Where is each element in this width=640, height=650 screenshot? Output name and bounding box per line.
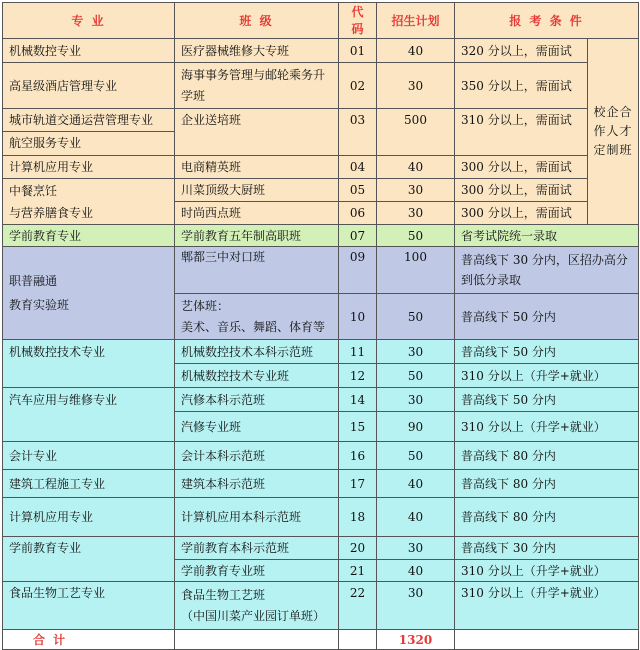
major-line-2: 与营养膳食专业 <box>9 205 94 220</box>
quota-cell: 50 <box>377 442 455 470</box>
class-cell: 郫都三中对口班 <box>175 247 339 294</box>
quota-cell: 50 <box>377 294 455 340</box>
major-line-1: 职普融通 <box>9 274 58 288</box>
major-line-2: 航空服务专业 <box>9 136 82 150</box>
code-cell: 05 <box>339 179 377 202</box>
major-cell: 计算机应用专业 <box>3 498 175 537</box>
code-cell: 12 <box>339 364 377 388</box>
code-cell: 18 <box>339 498 377 537</box>
code-cell: 06 <box>339 202 377 225</box>
code-cell: 02 <box>339 63 377 109</box>
code-cell: 03 <box>339 109 377 156</box>
table-row <box>3 179 639 202</box>
table-row <box>3 388 639 412</box>
quota-cell: 30 <box>377 388 455 412</box>
quota-cell: 30 <box>377 537 455 560</box>
class-cell: 学前教育本科示范班 <box>175 537 339 560</box>
quota-cell: 50 <box>377 364 455 388</box>
code-cell: 14 <box>339 388 377 412</box>
major-cell: 会计专业 <box>3 442 175 470</box>
class-cell: 汽修专业班 <box>175 412 339 442</box>
major-cell <box>3 109 175 156</box>
total-empty-cell <box>175 630 339 650</box>
quota-cell: 30 <box>377 582 455 630</box>
header-major: 专 业 <box>3 3 175 39</box>
requirement-cell: 普高线下 50 分内 <box>455 294 639 340</box>
quota-cell: 30 <box>377 179 455 202</box>
class-cell <box>175 294 339 340</box>
header-row <box>3 3 639 39</box>
table-row <box>3 537 639 560</box>
table-row <box>3 225 639 247</box>
requirement-cell: 普高线下 80 分内 <box>455 498 639 537</box>
table-row <box>3 582 639 630</box>
major-cell: 学前教育专业 <box>3 225 175 247</box>
quota-cell: 500 <box>377 109 455 156</box>
major-line-1: 中餐烹饪 <box>9 183 58 198</box>
code-cell: 16 <box>339 442 377 470</box>
enrollment-table-container <box>2 2 638 647</box>
code-cell: 01 <box>339 39 377 63</box>
header-class: 班 级 <box>175 3 339 39</box>
major-line-1: 城市轨道交通运营管理专业 <box>3 109 174 132</box>
table-row <box>3 109 639 156</box>
requirement-cell: 310 分以上（升学+就业） <box>455 582 639 630</box>
code-cell: 17 <box>339 470 377 498</box>
requirement-cell: 310 分以上（升学+就业） <box>455 412 639 442</box>
requirement-cell: 300 分以上，需面试 <box>455 179 588 202</box>
requirement-cell: 省考试院统一录取 <box>455 225 639 247</box>
quota-cell: 30 <box>377 340 455 364</box>
class-cell: 川菜顶级大厨班 <box>175 179 339 202</box>
total-quota: 1320 <box>377 630 455 650</box>
class-cell: 机械数控技术专业班 <box>175 364 339 388</box>
quota-cell: 50 <box>377 225 455 247</box>
requirement-cell: 普高线下 50 分内 <box>455 388 639 412</box>
table-row <box>3 442 639 470</box>
table-row <box>3 340 639 364</box>
major-cell: 计算机应用专业 <box>3 156 175 179</box>
requirement-cell: 普高线下 30 分内，区招办高分到低分录取 <box>455 247 639 294</box>
class-cell: 时尚西点班 <box>175 202 339 225</box>
quota-cell: 40 <box>377 498 455 537</box>
major-cell <box>3 179 175 225</box>
class-cell: 学前教育专业班 <box>175 560 339 582</box>
code-cell: 11 <box>339 340 377 364</box>
major-cell: 机械数控专业 <box>3 39 175 63</box>
major-cell: 食品生物工艺专业 <box>3 582 175 630</box>
quota-cell: 40 <box>377 156 455 179</box>
class-cell: 学前教育五年制高职班 <box>175 225 339 247</box>
total-empty-cell <box>339 630 377 650</box>
class-cell <box>175 582 339 630</box>
total-label: 合 计 <box>3 630 175 650</box>
table-row <box>3 498 639 537</box>
table-row <box>3 156 639 179</box>
major-cell: 建筑工程施工专业 <box>3 470 175 498</box>
header-quota: 招生计划 <box>377 3 455 39</box>
requirement-cell: 310 分以上（升学+就业） <box>455 560 639 582</box>
quota-cell: 30 <box>377 202 455 225</box>
header-requirement: 报 考 条 件 <box>455 3 639 39</box>
table-row <box>3 247 639 294</box>
requirement-cell: 310 分以上，需面试 <box>455 109 588 156</box>
table-row <box>3 39 639 63</box>
class-cell: 会计本科示范班 <box>175 442 339 470</box>
class-line-1: 艺体班： <box>181 298 230 313</box>
major-line-2: 教育实验班 <box>9 298 70 312</box>
header-code: 代码 <box>339 3 377 39</box>
quota-cell: 90 <box>377 412 455 442</box>
class-line-2: （中国川菜产业园订单班） <box>181 609 326 623</box>
requirement-cell: 310 分以上（升学+就业） <box>455 364 639 388</box>
class-cell: 海事事务管理与邮轮乘务升学班 <box>175 63 339 109</box>
major-cell: 机械数控技术专业 <box>3 340 175 388</box>
major-cell: 汽车应用与维修专业 <box>3 388 175 442</box>
code-cell: 20 <box>339 537 377 560</box>
quota-cell: 40 <box>377 470 455 498</box>
total-row <box>3 630 639 650</box>
major-cell: 学前教育专业 <box>3 537 175 582</box>
class-line-2: 美术、音乐、舞蹈、体育等 <box>181 319 326 334</box>
quota-cell: 30 <box>377 63 455 109</box>
table-row <box>3 470 639 498</box>
code-cell: 07 <box>339 225 377 247</box>
class-cell: 医疗器械维修大专班 <box>175 39 339 63</box>
requirement-cell: 普高线下 80 分内 <box>455 470 639 498</box>
cooperation-note: 校企合作人才定制班 <box>588 39 639 225</box>
table-row <box>3 63 639 109</box>
quota-cell: 100 <box>377 247 455 294</box>
code-cell: 04 <box>339 156 377 179</box>
code-cell: 10 <box>339 294 377 340</box>
class-cell: 电商精英班 <box>175 156 339 179</box>
requirement-cell: 普高线下 50 分内 <box>455 340 639 364</box>
class-cell: 企业送培班 <box>175 109 339 156</box>
class-cell: 计算机应用本科示范班 <box>175 498 339 537</box>
class-cell: 建筑本科示范班 <box>175 470 339 498</box>
requirement-cell: 普高线下 80 分内 <box>455 442 639 470</box>
enrollment-table <box>2 2 639 650</box>
total-empty-cell <box>455 630 639 650</box>
requirement-cell: 普高线下 30 分内 <box>455 537 639 560</box>
quota-cell: 40 <box>377 39 455 63</box>
requirement-cell: 300 分以上，需面试 <box>455 156 588 179</box>
major-cell <box>3 247 175 340</box>
code-cell: 15 <box>339 412 377 442</box>
class-line-1: 食品生物工艺班 <box>181 588 266 602</box>
quota-cell: 40 <box>377 560 455 582</box>
class-cell: 汽修本科示范班 <box>175 388 339 412</box>
code-cell: 09 <box>339 247 377 294</box>
code-cell: 22 <box>339 582 377 630</box>
class-cell: 机械数控技术本科示范班 <box>175 340 339 364</box>
requirement-cell: 320 分以上，需面试 <box>455 39 588 63</box>
code-cell: 21 <box>339 560 377 582</box>
requirement-cell: 350 分以上，需面试 <box>455 63 588 109</box>
requirement-cell: 300 分以上，需面试 <box>455 202 588 225</box>
major-cell: 高星级酒店管理专业 <box>3 63 175 109</box>
